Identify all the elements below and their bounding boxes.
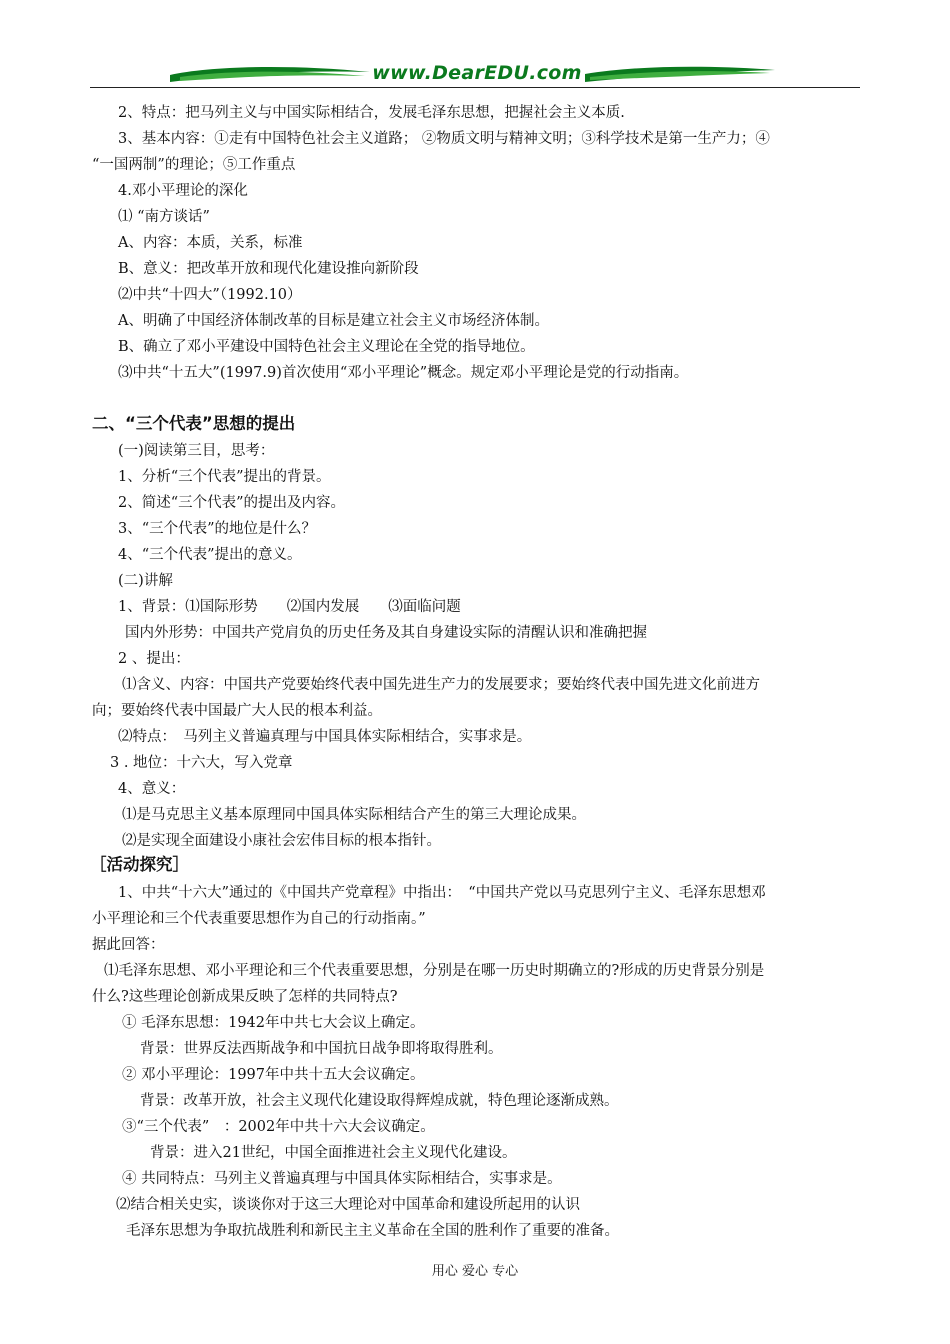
right-swoosh-decoration <box>585 64 775 86</box>
text-line: ⑴ “南方谈话” <box>118 209 210 225</box>
text-line: 2、特点：把马列主义与中国实际相结合，发展毛泽东思想，把握社会主义本质. <box>118 105 625 121</box>
text-line: A、内容：本质，关系，标准 <box>118 235 303 251</box>
text-line: ⑴含义、内容：中国共产党要始终代表中国先进生产力的发展要求；要始终代表中国先进文化前进方 <box>122 677 760 693</box>
section-heading: 二、“三个代表”思想的提出 <box>92 414 296 433</box>
site-brand: www.DearEDU.com <box>372 62 582 84</box>
activity-heading: ［活动探究］ <box>90 855 189 874</box>
text-line: 背景：改革开放，社会主义现代化建设取得辉煌成就，特色理论逐渐成熟。 <box>140 1093 619 1109</box>
text-line: ⑵特点： 马列主义普遍真理与中国具体实际相结合，实事求是。 <box>118 729 532 745</box>
text-line: 向；要始终代表中国最广大人民的根本利益。 <box>92 703 382 719</box>
text-line: 3 . 地位：十六大，写入党章 <box>110 755 293 771</box>
text-line: ③“三个代表” ：2002年中共十六大会议确定。 <box>122 1119 435 1135</box>
text-line: B、确立了邓小平建设中国特色社会主义理论在全党的指导地位。 <box>118 339 535 355</box>
text-line: ① 毛泽东思想：1942年中共七大会议上确定。 <box>122 1015 425 1031</box>
text-line: A、明确了中国经济体制改革的目标是建立社会主义市场经济体制。 <box>118 313 549 329</box>
text-line: 国内外形势：中国共产党肩负的历史任务及其自身建设实际的清醒认识和准确把握 <box>125 625 647 641</box>
text-line: ② 邓小平理论：1997年中共十五大会议确定。 <box>122 1067 425 1083</box>
text-line: ⑴是马克思主义基本原理同中国具体实际相结合产生的第三大理论成果。 <box>122 807 586 823</box>
text-line: ⑵中共“十四大”（1992.10） <box>118 287 302 303</box>
text-line: 4、“三个代表”提出的意义。 <box>118 547 302 563</box>
text-line: ⑵是实现全面建设小康社会宏伟目标的根本指针。 <box>122 833 441 849</box>
text-line: 1、背景：⑴国际形势 ⑵国内发展 ⑶面临问题 <box>118 599 461 615</box>
text-line: ⑴毛泽东思想、邓小平理论和三个代表重要思想，分别是在哪一历史时期确立的?形成的历史背景分别是 <box>104 963 765 979</box>
page-header <box>90 60 860 90</box>
text-line: 4、意义： <box>118 781 186 797</box>
text-line: 4.邓小平理论的深化 <box>118 183 248 199</box>
text-line: 1、中共“十六大”通过的《中国共产党章程》中指出： “中国共产党以马克思列宁主义、毛泽东思想邓 <box>118 885 766 901</box>
text-line: ⑵结合相关史实，谈谈你对于这三大理论对中国革命和建设所起用的认识 <box>116 1197 580 1213</box>
text-line: “一国两制”的理论；⑤工作重点 <box>92 157 296 173</box>
text-line: 背景：世界反法西斯战争和中国抗日战争即将取得胜利。 <box>140 1041 503 1057</box>
text-line: 2 、提出： <box>118 651 190 667</box>
text-line: 3、“三个代表”的地位是什么？ <box>118 521 317 537</box>
text-line: ⑶中共“十五大”(1997.9)首次使用“邓小平理论”概念。规定邓小平理论是党的行动指南。 <box>118 365 689 381</box>
header-rule <box>90 87 860 88</box>
left-swoosh-decoration <box>170 64 370 86</box>
text-line: B、意义：把改革开放和现代化建设推向新阶段 <box>118 261 419 277</box>
text-line: 小平理论和三个代表重要思想作为自己的行动指南。” <box>92 911 426 927</box>
text-line: 背景：进入21世纪，中国全面推进社会主义现代化建设。 <box>150 1145 517 1161</box>
text-line: (二)讲解 <box>118 573 173 589</box>
text-line: 据此回答： <box>92 937 165 953</box>
text-line: 毛泽东思想为争取抗战胜利和新民主主义革命在全国的胜利作了重要的准备。 <box>126 1223 619 1239</box>
text-line: 3、基本内容：①走有中国特色社会主义道路； ②物质文明与精神文明；③科学技术是第一生产力；④ <box>118 131 770 147</box>
text-line: 什么?这些理论创新成果反映了怎样的共同特点? <box>92 989 398 1005</box>
text-line: 2、简述“三个代表”的提出及内容。 <box>118 495 346 511</box>
text-line: 1、分析“三个代表”提出的背景。 <box>118 469 331 485</box>
page-footer: 用心 爱心 专心 <box>431 1264 519 1279</box>
text-line: ④ 共同特点：马列主义普遍真理与中国具体实际相结合，实事求是。 <box>122 1171 562 1187</box>
text-line: (一)阅读第三目，思考： <box>118 443 275 459</box>
